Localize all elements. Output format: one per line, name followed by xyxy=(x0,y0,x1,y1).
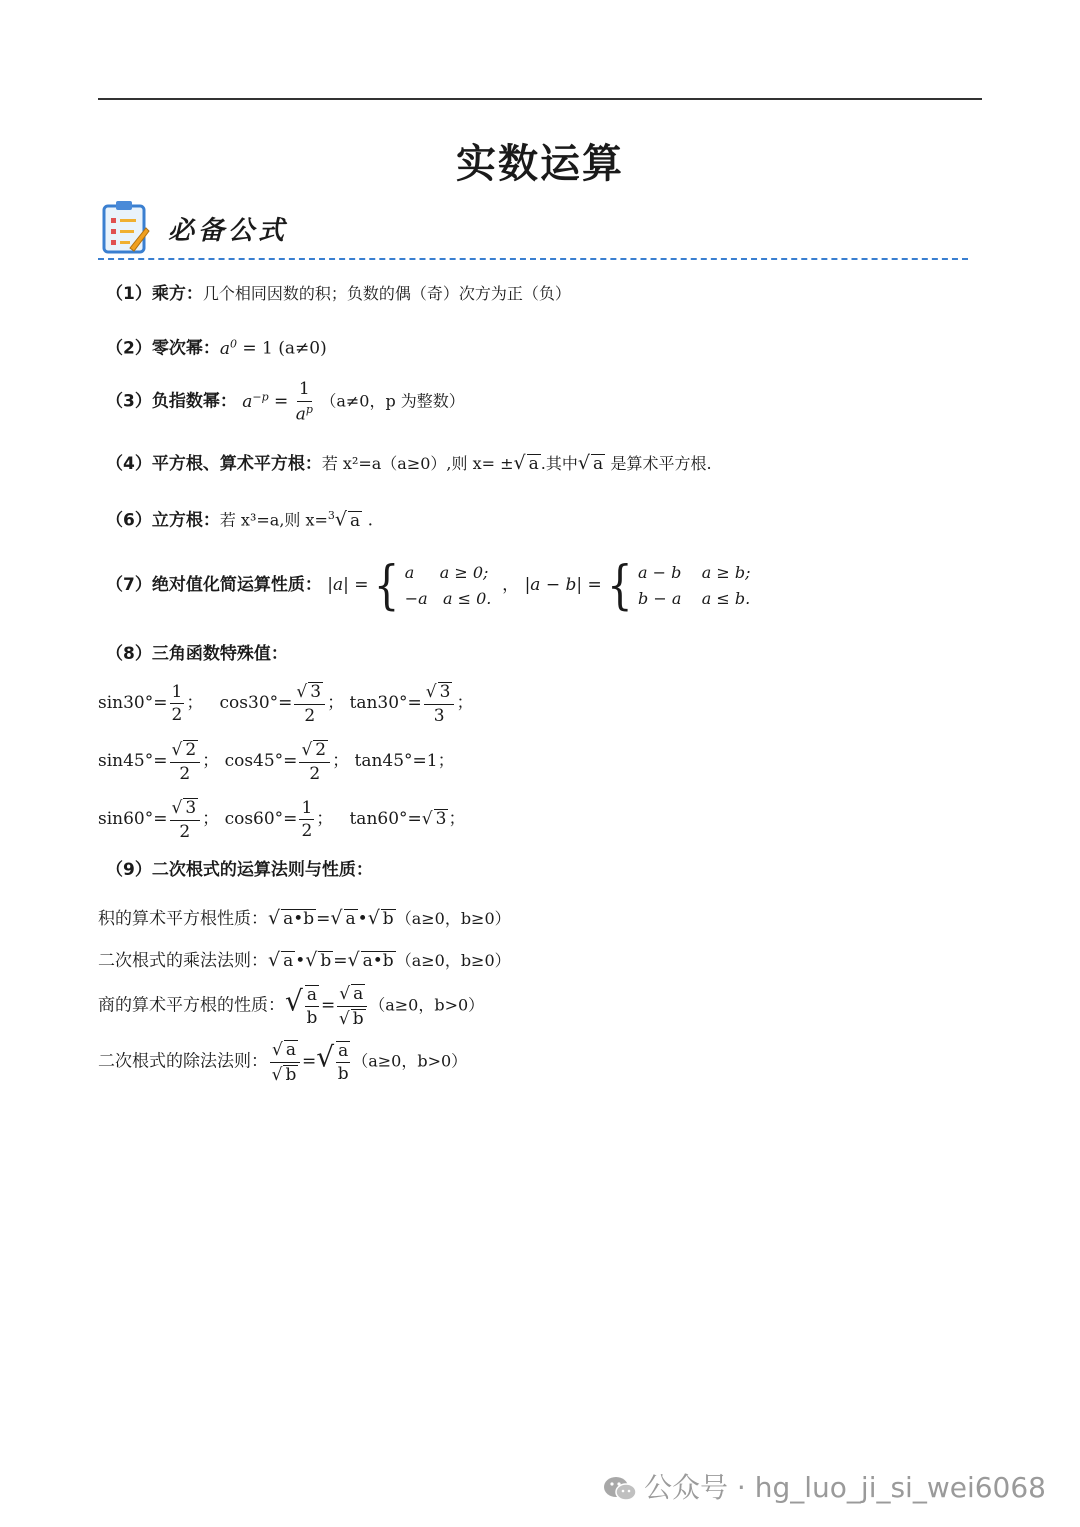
item-label: （9）二次根式的运算法则与性质： xyxy=(106,860,373,880)
radical-rule-multiply: 二次根式的乘法法则：√ a •√ b =√ a•b （a≥0，b≥0） xyxy=(98,949,511,971)
section-divider xyxy=(98,258,968,260)
radical-rule-quotient-root: 商的算术平方根的性质：√ $\frac{a}{b}$ = $\frac{√ a}{√ b}$ （a≥0，b>0） xyxy=(98,984,485,1029)
trig-row-45: sin45°= $\frac{√ 2}{2}$ ； cos45°= $\frac{√ 2}{2}$ ； tan45°=1； xyxy=(98,740,455,784)
wechat-icon xyxy=(602,1475,638,1503)
item-label: （7）绝对值化简运算性质： xyxy=(106,575,322,596)
radical-rule-divide: 二次根式的除法法则： $\frac{√ a}{√ b}$ =√ $\frac{a}{b}$ （a≥0，b>0） xyxy=(98,1040,468,1085)
watermark xyxy=(602,1466,1046,1506)
formula-cube-root: （6）立方根：若 x³=a,则 x=$^3$√ a . xyxy=(106,508,373,531)
section-title: 必备公式 xyxy=(168,216,289,246)
item-label: （3）负指数幂： xyxy=(106,391,237,412)
trig-heading xyxy=(106,646,288,663)
radical-heading xyxy=(106,862,373,879)
formula-absolute-value: （7）绝对值化简运算性质： |a| = { a a ≥ 0; −a a ≤ 0. ， |a − b| = { a − b a ≥ b; b − a a ≤ b. xyxy=(106,555,751,616)
item-label: （2）零次幂： xyxy=(106,338,220,359)
watermark-text: 公众号 · hg_luo_ji_si_wei6068 xyxy=(644,1471,1046,1504)
formula-negative-exponent: （3）负指数幂： $a^{-p}$ = $\frac{1}{a^p}$ （a≠0，p 为整数） xyxy=(106,379,465,425)
radical-rule-product-root: 积的算术平方根性质：√ a•b =√ a •√ b （a≥0，b≥0） xyxy=(98,907,511,929)
trig-row-30: sin30°= $\frac{1}{2}$ ； cos30°= $\frac{√ 3}{2}$ ； tan30°= $\frac{√ 3}{3}$ ； xyxy=(98,681,474,726)
condition: （a≠0，p 为整数） xyxy=(320,391,465,411)
header-rule xyxy=(98,98,982,100)
formula-zero-exponent: （2）零次幂：$a^0 = 1$ (a≠0) xyxy=(106,337,327,359)
page-title: 实数运算 xyxy=(456,141,624,187)
formula-square-root: （4）平方根、算术平方根：若 x²=a（a≥0）,则 x= ±√ a .其中√ a 是算术平方根. xyxy=(106,452,712,474)
item-text: 几个相同因数的积；负数的偶（奇）次方为正（负） xyxy=(202,284,571,303)
formula: $a^0$ xyxy=(219,337,237,359)
trig-row-60: sin60°= $\frac{√ 3}{2}$ ； cos60°= $\frac{1}{2}$ ； tan60°=√ 3 ； xyxy=(98,797,466,842)
checklist-clipboard-icon xyxy=(100,198,150,256)
item-label: （1）乘方： xyxy=(106,284,203,304)
item-label: （4）平方根、算术平方根： xyxy=(106,454,322,474)
item-label: （8）三角函数特殊值： xyxy=(106,644,288,664)
item-label: （6）立方根： xyxy=(106,510,220,531)
fraction: $\frac{1}{a^p}$ xyxy=(295,379,313,425)
formula-power xyxy=(106,286,571,303)
